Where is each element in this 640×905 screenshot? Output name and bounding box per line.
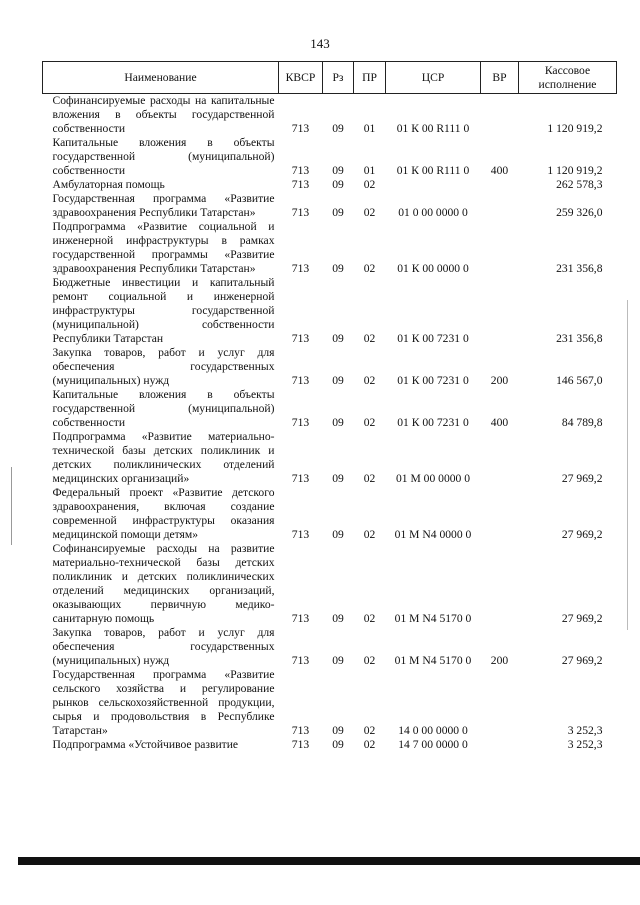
cell-vr	[481, 192, 519, 220]
budget-table	[42, 61, 617, 752]
cell-csr: 01 К 00 7231 0	[397, 332, 469, 345]
cell-rz: 09	[332, 164, 344, 177]
cell-name: Капитальные вложения в объекты государственной (муниципальной) собственности	[52, 388, 275, 429]
cell-vr	[481, 542, 519, 626]
cell-csr: 14 7 00 0000 0	[398, 738, 468, 751]
cell-amount: 1 120 919,2	[547, 122, 603, 135]
table-row	[43, 388, 617, 430]
cell-name: Бюджетные инвестиции и капитальный ремонт социальной и инженерной инфраструктуры государственной (муниципальной) собственности Республики Татарстан	[52, 276, 275, 345]
cell-kvsr: 713	[291, 472, 310, 485]
cell-rz: 09	[332, 472, 344, 485]
cell-name: Закупка товаров, работ и услуг для обеспечения государственных (муниципальных) нужд	[52, 626, 275, 667]
cell-name: Софинансируемые расходы на капитальные вложения в объекты государственной собственности	[52, 94, 275, 135]
table-row	[43, 276, 617, 346]
cell-amount: 146 567,0	[556, 374, 603, 387]
cell-amount: 84 789,8	[561, 416, 603, 429]
cell-rz: 09	[332, 122, 344, 135]
table-row	[43, 430, 617, 486]
cell-vr: 400	[490, 416, 509, 429]
cell-kvsr: 713	[291, 332, 310, 345]
cell-csr: 01 К 00 7231 0	[397, 416, 469, 429]
page-number: 143	[310, 36, 330, 51]
cell-csr: 01 М N4 0000 0	[394, 528, 472, 541]
cell-csr: 01 М N4 5170 0	[394, 612, 472, 625]
table-row	[43, 220, 617, 276]
cell-rz: 09	[332, 332, 344, 345]
table-row	[43, 486, 617, 542]
table-row	[43, 668, 617, 738]
cell-name: Подпрограмма «Развитие материально-технической базы детских поликлиник и детских поликлинических отделений медицинских организаций»	[52, 430, 275, 485]
cell-amount: 27 969,2	[561, 528, 603, 541]
header-rz: Рз	[323, 62, 354, 94]
cell-csr: 14 0 00 0000 0	[398, 724, 468, 737]
cell-amount: 3 252,3	[567, 738, 603, 751]
cell-pr: 02	[363, 738, 376, 751]
cell-rz: 09	[332, 206, 344, 219]
cell-rz: 09	[332, 416, 344, 429]
cell-csr	[386, 178, 481, 192]
cell-kvsr: 713	[291, 416, 310, 429]
cell-rz: 09	[332, 178, 344, 191]
cell-name: Закупка товаров, работ и услуг для обеспечения государственных (муниципальных) нужд	[52, 346, 275, 387]
cell-pr: 02	[363, 472, 376, 485]
header-vr: ВР	[481, 62, 519, 94]
cell-kvsr: 713	[291, 122, 310, 135]
cell-vr	[481, 178, 519, 192]
cell-csr: 01 К 00 R111 0	[396, 164, 470, 177]
cell-kvsr: 713	[291, 724, 310, 737]
cell-amount: 27 969,2	[561, 612, 603, 625]
cell-rz: 09	[332, 738, 344, 751]
cell-csr: 01 К 00 0000 0	[397, 262, 469, 275]
cell-vr	[481, 94, 519, 137]
cell-rz: 09	[332, 528, 344, 541]
cell-rz: 09	[332, 612, 344, 625]
cell-csr: 01 К 00 7231 0	[397, 374, 469, 387]
cell-pr: 02	[363, 374, 376, 387]
cell-csr: 01 М N4 5170 0	[394, 654, 472, 667]
scan-bottom-bar	[18, 857, 640, 865]
cell-vr: 400	[490, 164, 509, 177]
header-name: Наименование	[43, 62, 279, 94]
table-row	[43, 626, 617, 668]
cell-pr: 02	[363, 724, 376, 737]
cell-amount: 27 969,2	[561, 654, 603, 667]
cell-kvsr: 713	[291, 262, 310, 275]
cell-amount: 231 356,8	[556, 332, 603, 345]
header-pr: ПР	[354, 62, 386, 94]
cell-csr: 01 М 00 0000 0	[395, 472, 471, 485]
cell-name: Софинансируемые расходы на развитие материально-технической базы детских поликлиник и детских поликлинических отделений медицинских организаций, оказывающих первичную медико-санитарную помощь	[52, 542, 275, 625]
cell-kvsr: 713	[291, 374, 310, 387]
table-row	[43, 136, 617, 178]
cell-kvsr: 713	[291, 206, 310, 219]
cell-name: Федеральный проект «Развитие детского здравоохранения, включая создание современной инфраструктуры оказания медицинской помощи детям»	[52, 486, 275, 541]
table-row	[43, 346, 617, 388]
cell-pr: 02	[363, 262, 376, 275]
cell-pr: 02	[363, 654, 376, 667]
cell-vr	[481, 668, 519, 738]
cell-name: Государственная программа «Развитие сельского хозяйства и регулирование рынков сельскохозяйственной продукции, сырья и продовольствия в Республике Татарстан»	[52, 668, 275, 737]
cell-pr: 02	[363, 332, 376, 345]
cell-kvsr: 713	[291, 612, 310, 625]
scan-edge-mark-left	[11, 467, 12, 545]
cell-csr: 01 К 00 R111 0	[396, 122, 470, 135]
cell-amount: 27 969,2	[561, 472, 603, 485]
table-header	[43, 62, 617, 94]
cell-pr: 02	[363, 206, 376, 219]
cell-rz: 09	[332, 262, 344, 275]
table-body	[43, 94, 617, 753]
header-csr: ЦСР	[386, 62, 481, 94]
cell-kvsr: 713	[291, 528, 310, 541]
cell-vr: 200	[490, 374, 509, 387]
cell-kvsr: 713	[291, 178, 310, 191]
table-row	[43, 94, 617, 137]
cell-pr: 01	[363, 164, 376, 177]
cell-pr: 02	[363, 612, 376, 625]
cell-name: Амбулаторная помощь	[52, 178, 165, 191]
cell-amount: 262 578,3	[556, 178, 603, 191]
table-row	[43, 192, 617, 220]
cell-vr: 200	[490, 654, 509, 667]
cell-name: Подпрограмма «Развитие социальной и инженерной инфраструктуры в рамках государственной программы «Развитие здравоохранения Республики Татарстан»	[52, 220, 275, 275]
cell-name: Капитальные вложения в объекты государственной (муниципальной) собственности	[52, 136, 275, 177]
cell-pr: 02	[363, 178, 376, 191]
cell-vr	[481, 276, 519, 346]
cell-amount: 231 356,8	[556, 262, 603, 275]
header-kvsr: КВСР	[279, 62, 323, 94]
cell-vr	[481, 738, 519, 752]
cell-kvsr: 713	[291, 738, 310, 751]
header-amount: Кассовое исполнение	[519, 62, 617, 94]
cell-kvsr: 713	[291, 164, 310, 177]
table-row	[43, 542, 617, 626]
cell-amount: 3 252,3	[567, 724, 603, 737]
table-row	[43, 178, 617, 192]
cell-amount: 1 120 919,2	[547, 164, 603, 177]
cell-pr: 02	[363, 528, 376, 541]
cell-vr	[481, 486, 519, 542]
cell-name: Подпрограмма «Устойчивое развитие	[52, 738, 239, 751]
cell-vr	[481, 220, 519, 276]
cell-name: Государственная программа «Развитие здравоохранения Республики Татарстан»	[52, 192, 275, 219]
cell-rz: 09	[332, 654, 344, 667]
table-row	[43, 738, 617, 752]
cell-rz: 09	[332, 374, 344, 387]
cell-amount: 259 326,0	[556, 206, 603, 219]
cell-rz: 09	[332, 724, 344, 737]
cell-vr	[481, 430, 519, 486]
cell-kvsr: 713	[291, 654, 310, 667]
cell-pr: 01	[363, 122, 376, 135]
scan-edge-mark-right	[627, 300, 628, 630]
cell-pr: 02	[363, 416, 376, 429]
cell-csr: 01 0 00 0000 0	[398, 206, 468, 219]
